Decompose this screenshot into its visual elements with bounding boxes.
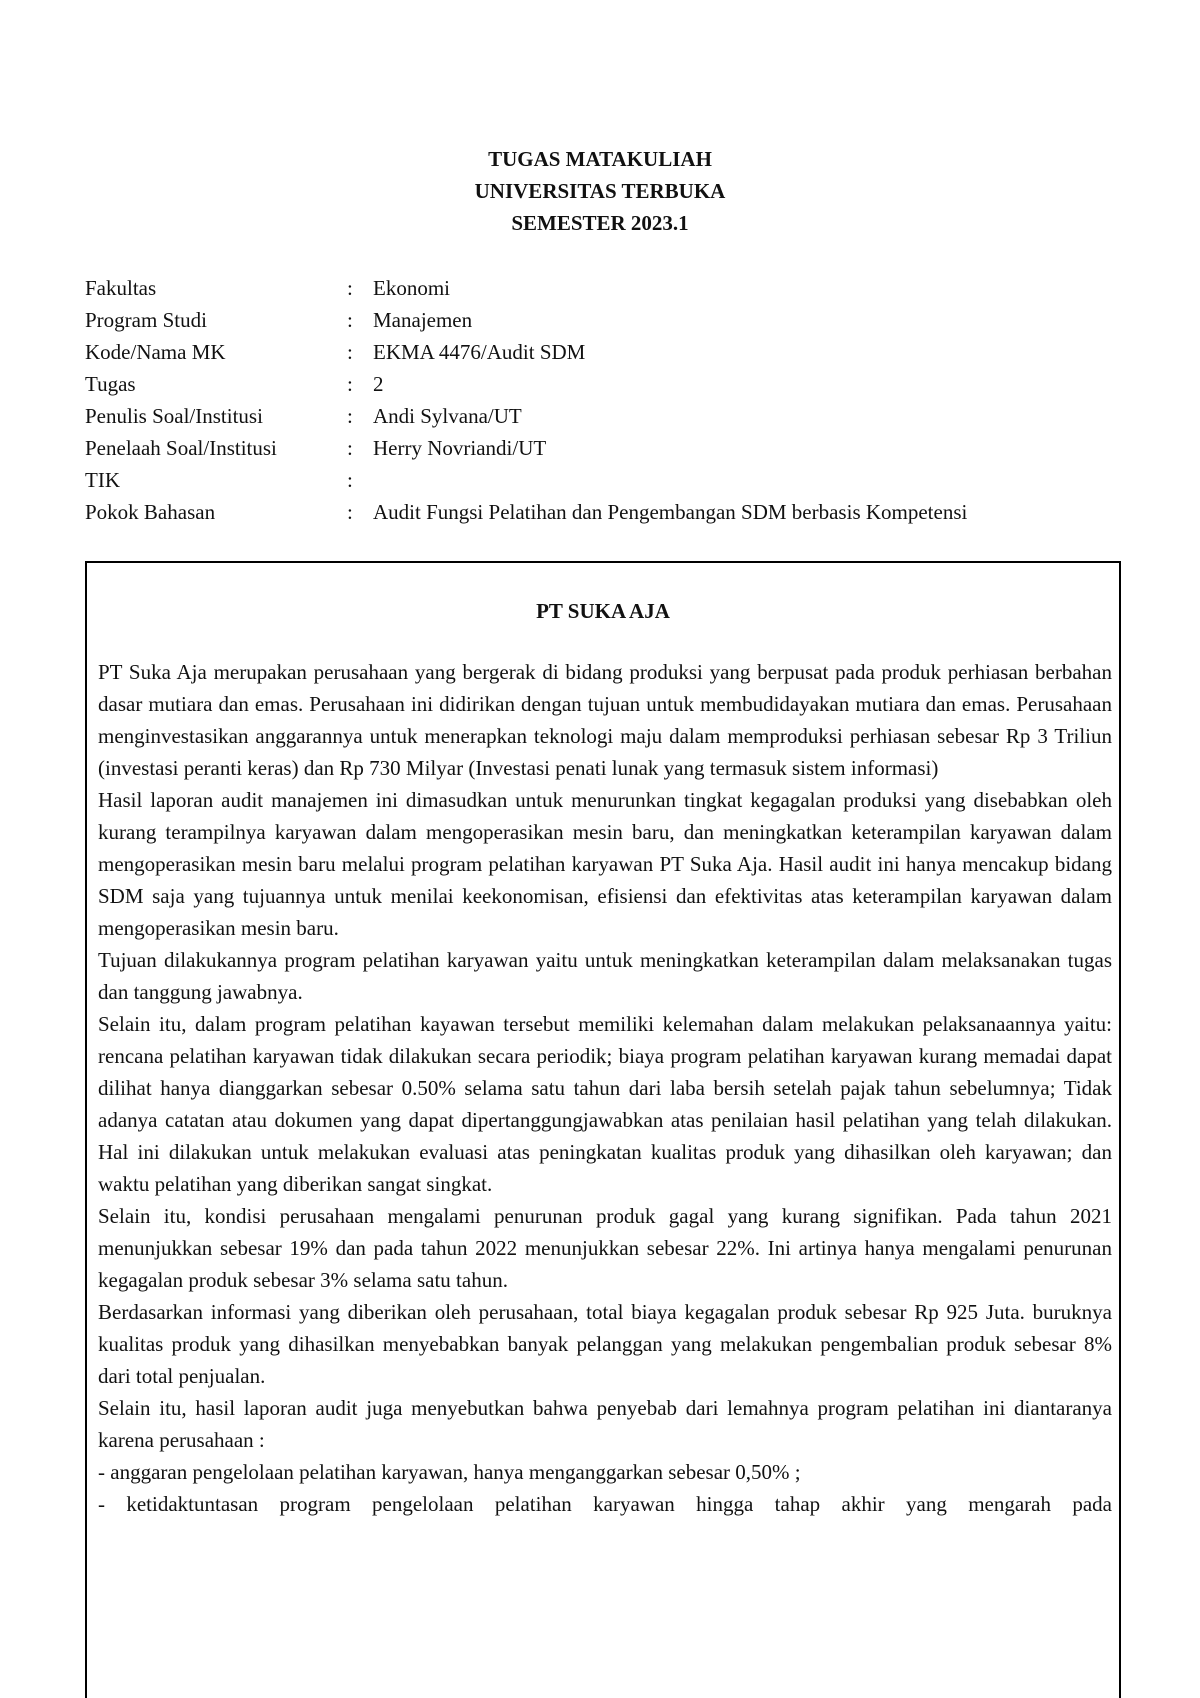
info-colon: : <box>347 340 353 364</box>
info-value: Audit Fungsi Pelatihan dan Pengembangan SDM berbasis Kompetensi <box>373 500 968 524</box>
header-line-university: UNIVERSITAS TERBUKA <box>474 179 726 203</box>
header-line-semester: SEMESTER 2023.1 <box>511 211 689 235</box>
header-line-course-assignment: TUGAS MATAKULIAH <box>488 147 712 171</box>
info-label: Program Studi <box>85 308 207 332</box>
info-colon: : <box>347 276 353 300</box>
info-colon: : <box>347 436 353 460</box>
case-title: PT SUKA AJA <box>536 599 670 623</box>
info-value: Manajemen <box>373 308 473 332</box>
info-value: Herry Novriandi/UT <box>373 436 547 460</box>
case-study-box <box>85 561 1121 1698</box>
info-label: Fakultas <box>85 276 157 300</box>
info-value: 2 <box>373 372 384 396</box>
case-paragraph: Selain itu, hasil laporan audit juga menyebutkan bahwa penyebab dari lemahnya program pelatihan ini diantaranya karena perusahaan : <box>98 1396 1112 1452</box>
case-list-item: - anggaran pengelolaan pelatihan karyawan, hanya menganggarkan sebesar 0,50% ; <box>98 1460 801 1484</box>
info-colon: : <box>347 308 353 332</box>
info-label: Penulis Soal/Institusi <box>85 404 263 428</box>
case-paragraph: Hasil laporan audit manajemen ini dimasudkan untuk menurunkan tingkat kegagalan produksi yang disebabkan oleh kurang terampilnya karyawan dalam mengoperasikan mesin baru, dan meningkatkan keterampilan karyawan dalam mengoperasikan mesin baru melalui program pelatihan karyawan PT Suka Aja. Hasil audit ini hanya mencakup bidang SDM saja yang tujuannya untuk menilai keekonomisan, efisiensi dan efektivitas atas keterampilan karyawan dalam mengoperasikan mesin baru. <box>98 788 1112 940</box>
case-paragraph: Tujuan dilakukannya program pelatihan karyawan yaitu untuk meningkatkan keterampilan dalam melaksanakan tugas dan tanggung jawabnya. <box>98 948 1112 1004</box>
case-body <box>98 656 1112 1520</box>
info-colon: : <box>347 404 353 428</box>
info-label: Penelaah Soal/Institusi <box>85 436 277 460</box>
info-label: Tugas <box>85 372 136 396</box>
document-header <box>0 143 1200 239</box>
case-list-item: - ketidaktuntasan program pengelolaan pelatihan karyawan hingga tahap akhir yang mengarah pada <box>98 1492 1112 1516</box>
info-label: TIK <box>85 468 120 492</box>
info-value: Ekonomi <box>373 276 450 300</box>
info-label: Pokok Bahasan <box>85 500 216 524</box>
case-paragraph: Selain itu, kondisi perusahaan mengalami penurunan produk gagal yang kurang signifikan. Pada tahun 2021 menunjukkan sebesar 19% dan pada tahun 2022 menunjukkan sebesar 22%. Ini artinya hanya mengalami penurunan kegagalan produk sebesar 3% selama satu tahun. <box>98 1204 1112 1292</box>
info-value: EKMA 4476/Audit SDM <box>373 340 586 364</box>
info-colon: : <box>347 372 353 396</box>
case-paragraph: Berdasarkan informasi yang diberikan oleh perusahaan, total biaya kegagalan produk sebesar Rp 925 Juta. buruknya kualitas produk yang dihasilkan menyebabkan banyak pelanggan yang melakukan pengembalian produk sebesar 8% dari total penjualan. <box>98 1300 1112 1388</box>
info-colon: : <box>347 468 353 492</box>
case-paragraph: Selain itu, dalam program pelatihan kayawan tersebut memiliki kelemahan dalam melakukan pelaksanaannya yaitu: rencana pelatihan karyawan tidak dilakukan secara periodik; biaya program pelatihan karyawan kurang memadai dapat dilihat hanya dianggarkan sebesar 0.50% selama satu tahun dari laba bersih setelah pajak tahun sebelumnya; Tidak adanya catatan atau dokumen yang dapat dipertanggungjawabkan atas penilaian hasil pelatihan yang telah dilakukan. Hal ini dilakukan untuk melakukan evaluasi atas peningkatan kualitas produk yang dihasilkan oleh karyawan; dan waktu pelatihan yang diberikan sangat singkat. <box>98 1012 1112 1196</box>
case-paragraph: PT Suka Aja merupakan perusahaan yang bergerak di bidang produksi yang berpusat pada produk perhiasan berbahan dasar mutiara dan emas. Perusahaan ini didirikan dengan tujuan untuk membudidayakan mutiara dan emas. Perusahaan menginvestasikan anggarannya untuk menerapkan teknologi maju dalam memproduksi perhiasan sebesar Rp 3 Triliun (investasi peranti keras) dan Rp 730 Milyar (Investasi penati lunak yang termasuk sistem informasi) <box>98 660 1112 780</box>
info-label: Kode/Nama MK <box>85 340 226 364</box>
info-value: Andi Sylvana/UT <box>373 404 522 428</box>
info-colon: : <box>347 500 353 524</box>
